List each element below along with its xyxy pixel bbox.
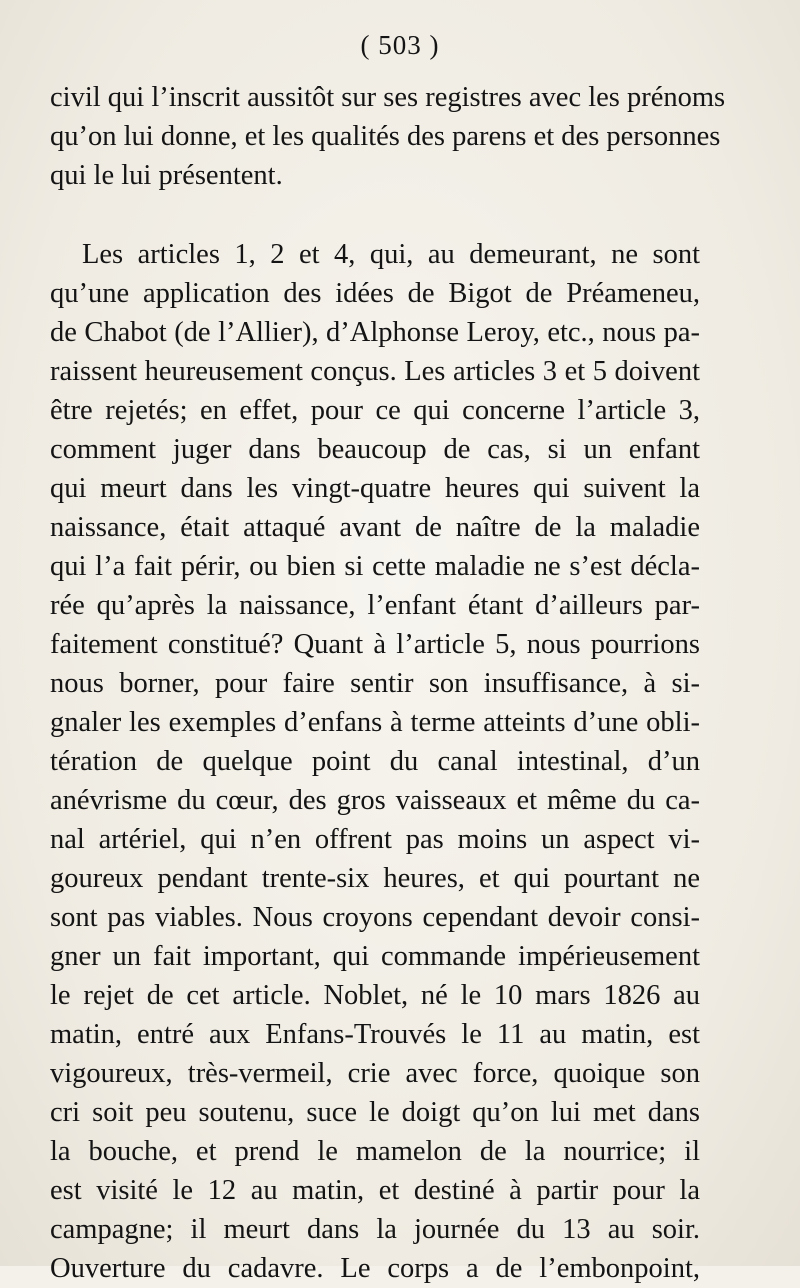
text-line: nous borner, pour faire sentir son insuffisance, à si-	[50, 668, 700, 699]
text-line: vigoureux, très-vermeil, crie avec force, quoique son	[50, 1058, 700, 1089]
text-line: la bouche, et prend le mamelon de la nourrice; il	[50, 1136, 700, 1167]
text-line: raissent heureusement conçus. Les articles 3 et 5 doivent	[50, 356, 700, 387]
text-line: matin, entré aux Enfans-Trouvés le 11 au matin, est	[50, 1019, 700, 1050]
text-line: qu’une application des idées de Bigot de Préameneu,	[50, 278, 700, 309]
page-number: ( 503 )	[360, 30, 440, 60]
text-line: rée qu’après la naissance, l’enfant étant d’ailleurs par-	[50, 590, 700, 621]
text-line: qu’on lui donne, et les qualités des parens et des personnes	[50, 121, 721, 152]
text-line: campagne; il meurt dans la journée du 13 au soir.	[50, 1214, 700, 1245]
text-line: civil qui l’inscrit aussitôt sur ses registres avec les prénoms	[50, 82, 726, 113]
text-line: Ouverture du cadavre. Le corps a de l’embonpoint,	[50, 1253, 700, 1284]
text-line: tération de quelque point du canal intestinal, d’un	[50, 746, 700, 777]
text-line: gnaler les exemples d’enfans à terme atteints d’une obli-	[50, 707, 700, 738]
text-line: goureux pendant trente-six heures, et qui pourtant ne	[50, 863, 700, 894]
text-line: qui l’a fait périr, ou bien si cette maladie ne s’est décla-	[50, 551, 700, 582]
text-line: le rejet de cet article. Noblet, né le 10 mars 1826 au	[50, 980, 700, 1011]
text-line: nal artériel, qui n’en offrent pas moins un aspect vi-	[50, 824, 700, 855]
text-line: naissance, était attaqué avant de naître de la maladie	[50, 512, 700, 543]
text-line: Les articles 1, 2 et 4, qui, au demeurant, ne sont	[82, 239, 700, 270]
text-line: qui meurt dans les vingt-quatre heures qui suivent la	[50, 473, 700, 504]
text-line: gner un fait important, qui commande impérieusement	[50, 941, 700, 972]
text-line: être rejetés; en effet, pour ce qui concerne l’article 3,	[50, 395, 700, 426]
text-line: qui le lui présentent.	[50, 160, 283, 191]
text-line: de Chabot (de l’Allier), d’Alphonse Leroy, etc., nous pa-	[50, 317, 700, 348]
text-line: cri soit peu soutenu, suce le doigt qu’on lui met dans	[50, 1097, 700, 1128]
text-line: anévrisme du cœur, des gros vaisseaux et même du ca-	[50, 785, 700, 816]
body-text	[50, 78, 726, 1288]
text-line: comment juger dans beaucoup de cas, si un enfant	[50, 434, 700, 465]
paragraph-gap	[50, 195, 700, 235]
text-line: faitement constitué? Quant à l’article 5, nous pourrions	[50, 629, 700, 660]
text-line: sont pas viables. Nous croyons cependant devoir consi-	[50, 902, 700, 933]
text-line: est visité le 12 au matin, et destiné à partir pour la	[50, 1175, 700, 1206]
